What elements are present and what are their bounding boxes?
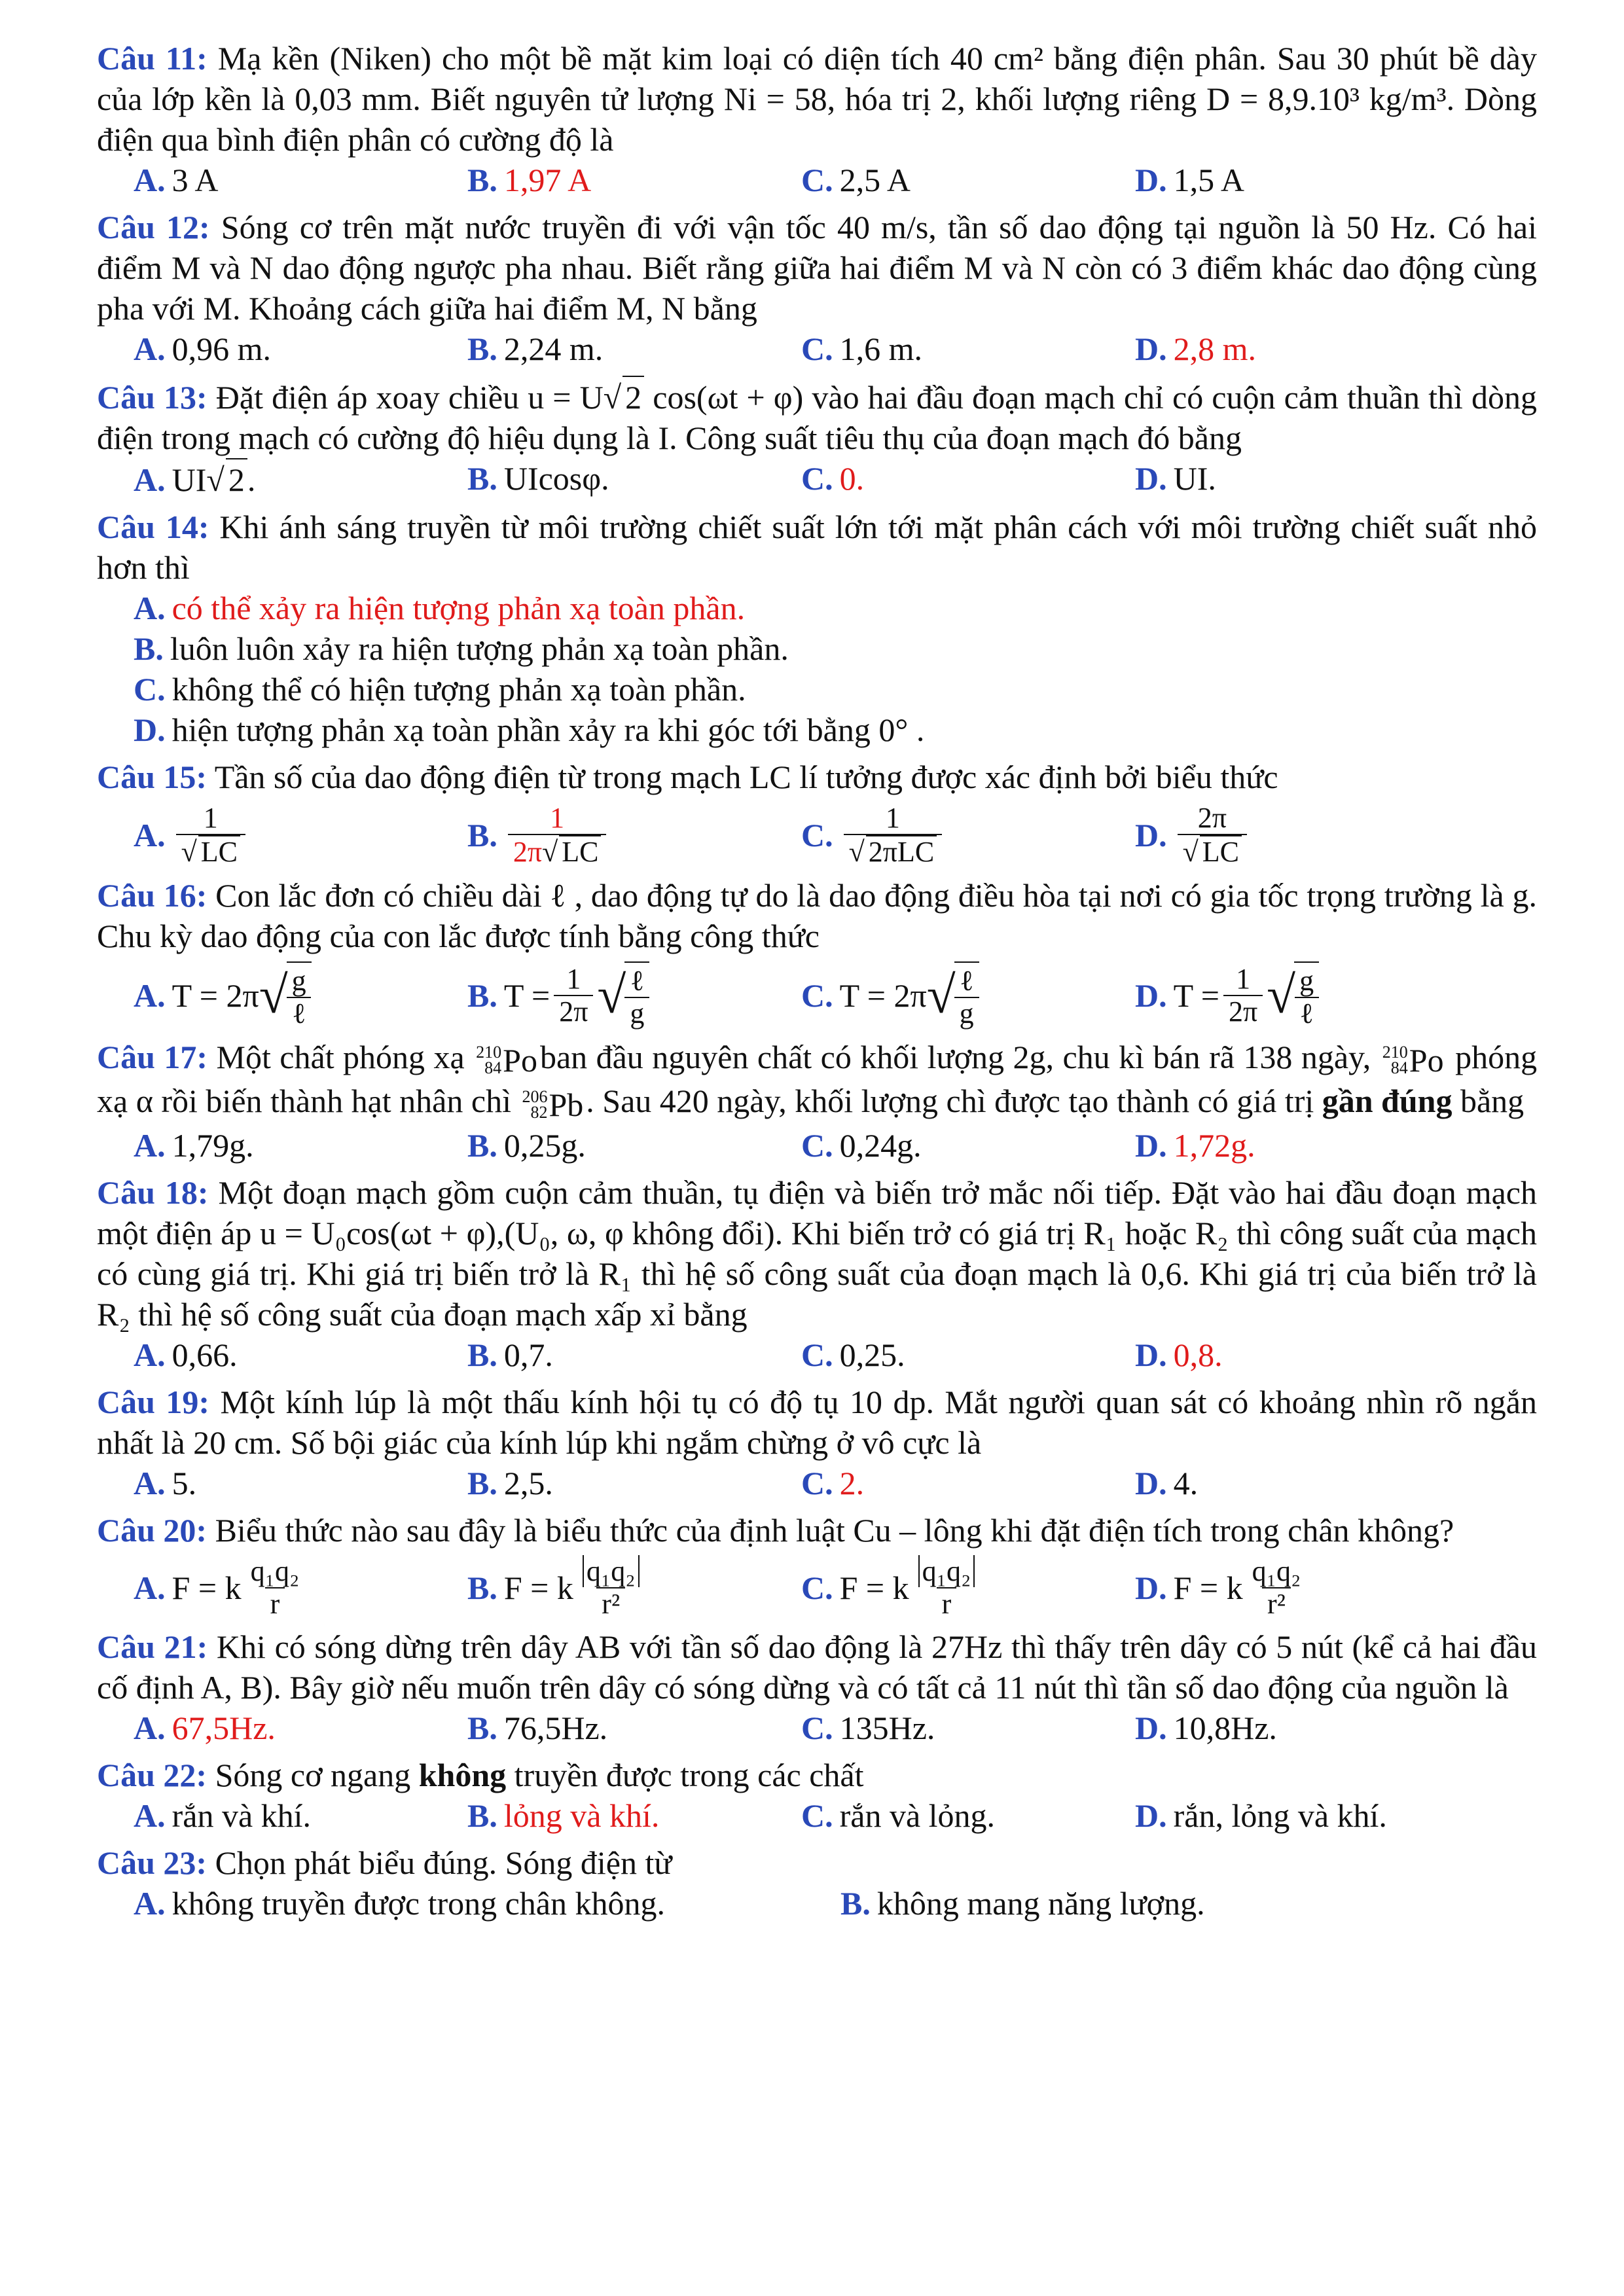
option-a[interactable]: A. 0,66. <box>134 1336 238 1373</box>
option-d[interactable]: D. 10,8Hz. <box>1135 1710 1277 1747</box>
formula-fraction: 1 √ LC <box>176 802 245 869</box>
option-d[interactable]: D. 2,8 m. <box>1135 331 1257 367</box>
question-text: Mạ kền (Niken) cho một bề mặt kim loại có diện tích 40 cm² bằng điện phân. Sau 30 phút bề dày của lớp kền là 0,03 mm. Biết nguyên tử lượng Ni = 58, hóa trị 2, khối lượng riêng D = 8,9.10³ kg/m³. Dòng điện qua bình điện phân có cường độ là <box>97 40 1538 158</box>
question-13 <box>97 376 1537 500</box>
option-d[interactable]: D. 4. <box>1135 1464 1199 1501</box>
question-label: Câu 20: <box>97 1511 208 1549</box>
option-b[interactable]: B. $\frac{1}{2\pi√ LC}$ <box>467 802 801 869</box>
formula-fraction: $\frac{1}{2\pi√ LC}$ <box>508 802 607 869</box>
option-c[interactable]: C. không thể có hiện tượng phản xạ toàn phần. <box>134 671 746 708</box>
option-c[interactable]: C. F = k $\frac{\text{q₁q₂}}{r}$ <box>801 1556 1135 1621</box>
options-row <box>97 961 1537 1030</box>
question-label: Câu 13: <box>97 379 208 416</box>
question-stem <box>97 1382 1537 1463</box>
option-a[interactable]: A. có thể xảy ra hiện tượng phản xạ toàn phần. <box>134 590 746 626</box>
option-b[interactable]: B. 0,25g. <box>467 1126 586 1164</box>
option-a[interactable]: A. 0,96 m. <box>134 331 272 367</box>
options-row <box>97 1883 1537 1924</box>
question-stem <box>97 1172 1537 1335</box>
option-a[interactable]: A. 1,79g. <box>134 1126 254 1164</box>
question-18 <box>97 1172 1537 1375</box>
option-a[interactable]: A. không truyền được trong chân không. <box>134 1885 666 1922</box>
polonium-nuclide: 210 84 Po <box>476 1042 537 1079</box>
question-label: Câu 22: <box>97 1757 208 1794</box>
option-d[interactable]: D. 1,72g. <box>1135 1126 1255 1164</box>
option-a[interactable]: A. 67,5Hz. <box>134 1710 276 1747</box>
question-text: Đặt điện áp xoay chiều u = U <box>215 379 604 416</box>
lead-nuclide: 206 82 Pb <box>522 1086 584 1123</box>
option-b[interactable]: B. 1,97 A <box>467 162 592 198</box>
option-c[interactable]: C. 2,5 A <box>801 162 911 198</box>
options-row <box>97 1556 1537 1621</box>
question-text: Biểu thức nào sau đây là biểu thức của định luật Cu – lông khi đặt điện tích trong chân không? <box>215 1511 1454 1549</box>
option-b[interactable]: B. 0,7. <box>467 1336 553 1373</box>
options-row <box>97 802 1537 869</box>
question-text: Sóng cơ trên mặt nước truyền đi với vận tốc 40 m/s, tần số dao động tại nguồn là 50 Hz. Có hai điểm M và N dao động ngược pha nhau. Biết rằng giữa hai điểm M và N còn có 3 điểm khác dao động cùng pha với M. Khoảng cách giữa hai điểm M, N bằng <box>97 209 1537 327</box>
question-21 <box>97 1626 1537 1748</box>
option-b[interactable]: B. luôn luôn xảy ra hiện tượng phản xạ toàn phần. <box>134 630 789 667</box>
exam-page <box>97 38 1537 1924</box>
question-stem <box>97 1842 1537 1883</box>
question-label: Câu 19: <box>97 1383 210 1420</box>
options-row <box>97 1463 1537 1503</box>
question-label: Câu 11: <box>97 40 208 77</box>
option-a[interactable]: A. T = 2π √ $\frac{g}{\text{ℓ}}$ <box>134 961 467 1030</box>
option-c[interactable]: C. 135Hz. <box>801 1710 935 1747</box>
question-14 <box>97 507 1537 750</box>
options-row <box>97 458 1537 500</box>
option-c[interactable]: C. 0. <box>801 460 865 497</box>
option-d[interactable]: D. rắn, lỏng và khí. <box>1135 1797 1387 1835</box>
question-stem <box>97 207 1537 329</box>
option-a[interactable]: A. 3 A <box>134 162 219 198</box>
option-b[interactable]: B. 76,5Hz. <box>467 1710 608 1747</box>
option-d[interactable]: D. 2π √ LC <box>1135 802 1469 869</box>
question-text: Tần số của dao động điện từ trong mạch LC lí tưởng được xác định bởi biểu thức <box>214 759 1278 795</box>
option-d[interactable]: D. hiện tượng phản xạ toàn phần xảy ra khi góc tới bằng 0° . <box>134 711 925 748</box>
options-row <box>97 1795 1537 1836</box>
question-stem <box>97 757 1537 797</box>
polonium-nuclide: 210 84 Po <box>1382 1042 1444 1079</box>
option-b[interactable]: B. UIcosφ. <box>467 460 609 497</box>
question-text: Một kính lúp là một thấu kính hội tụ có độ tụ 10 dp. Mắt người quan sát có khoảng nhìn rõ ngắn nhất là 20 cm. Số bội giác của kính lúp khi ngắm chừng ở vô cực là <box>97 1383 1537 1461</box>
question-stem <box>97 875 1537 956</box>
option-c[interactable]: C. 0,24g. <box>801 1126 922 1164</box>
question-text: Khi có sóng dừng trên dây AB với tần số dao động là 27Hz thì thấy trên dây có 5 nút (kể cả hai đầu cố định A, B). Bây giờ nếu muốn trên dây có sóng dừng và có tất cả 11 nút thì tần số dao động của nguồn là <box>97 1628 1537 1706</box>
option-b[interactable]: B. lỏng và khí. <box>467 1797 660 1835</box>
question-label: Câu 17: <box>97 1038 208 1075</box>
question-15 <box>97 757 1537 869</box>
question-stem: Câu 22: Sóng cơ ngang không truyền được trong các chất <box>97 1757 864 1794</box>
question-label: Câu 21: <box>97 1628 208 1666</box>
option-c[interactable]: C. 2. <box>801 1464 865 1501</box>
option-a[interactable]: A. UI√ 2. <box>134 458 467 500</box>
formula-fraction: 2π √ LC <box>1178 802 1247 869</box>
options-row <box>97 1335 1537 1375</box>
sqrt-2: √ 2 <box>604 379 644 416</box>
option-d[interactable]: D. 0,8. <box>1135 1336 1223 1373</box>
question-text: Khi ánh sáng truyền từ môi trường chiết suất lớn tới mặt phân cách với môi trường chiết suất nhỏ hơn thì <box>97 509 1538 586</box>
question-17 <box>97 1037 1537 1166</box>
question-label: Câu 16: <box>97 876 208 914</box>
question-label: Câu 15: <box>97 759 208 795</box>
option-d[interactable]: D. 1,5 A <box>1135 162 1244 198</box>
option-a[interactable]: A. F = k $\frac{\text{q₁q₂}}{r}$ <box>134 1554 300 1621</box>
option-d[interactable]: D. UI. <box>1135 460 1216 497</box>
option-c[interactable]: C. T = 2π √ $\frac{\text{ℓ}}{g}$ <box>801 961 1135 1030</box>
question-20 <box>97 1510 1537 1621</box>
question-19 <box>97 1382 1537 1503</box>
question-text: Con lắc đơn có chiều dài ℓ , dao động tự do là dao động điều hòa tại nơi có gia tốc trọng trường là g. Chu kỳ dao động của con lắc được tính bằng công thức <box>97 876 1537 954</box>
option-a[interactable]: A. 5. <box>134 1464 197 1501</box>
question-label: Câu 12: <box>97 209 210 245</box>
question-text: Chọn phát biểu đúng. Sóng điện từ <box>215 1844 672 1882</box>
question-stem <box>97 1510 1537 1551</box>
question-22 <box>97 1755 1537 1836</box>
question-stem <box>97 376 1537 458</box>
question-label: Câu 18: <box>97 1174 209 1211</box>
question-23 <box>97 1842 1537 1924</box>
options-row <box>97 160 1537 200</box>
option-b[interactable]: B. 2,5. <box>467 1464 553 1501</box>
options-row <box>97 1708 1537 1748</box>
option-d[interactable]: D. F = k $\frac{\text{q₁q₂}}{\text{r²}}$ <box>1135 1554 1301 1621</box>
option-b[interactable]: B. T = $\frac{1}{2\pi}$ √ $\frac{\text{ℓ}}{g}$ <box>467 961 801 1030</box>
option-c[interactable]: C. 1 √ 2πLC <box>801 802 1135 869</box>
question-label: Câu 23: <box>97 1844 208 1882</box>
question-12 <box>97 207 1537 369</box>
question-text: Một đoạn mạch gồm cuộn cảm thuần, tụ điện và biến trở mắc nối tiếp. Đặt vào hai đầu đoạn mạch một điện áp u = U₀cos(ωt + φ),(U₀, ω, φ không đổi). Khi biến trở có giá trị R₁ hoặc R₂ thì công suất của mạch có cùng giá trị. Khi giá trị biến trở là R₁ thì hệ số công suất của đoạn mạch là 0,6. Khi giá trị của biến trở là R₂ thì hệ số công suất của đoạn mạch xấp xỉ bằng <box>97 1174 1537 1333</box>
options-list <box>97 588 1537 750</box>
question-16 <box>97 875 1537 1030</box>
option-b[interactable]: B. 2,24 m. <box>467 331 604 367</box>
formula-fraction: 1 √ 2πLC <box>844 802 943 869</box>
question-11 <box>97 38 1537 200</box>
option-c[interactable]: C. 1,6 m. <box>801 331 923 367</box>
question-label: Câu 14: <box>97 509 209 545</box>
option-d[interactable]: D. T = $\frac{1}{2\pi}$ √ $\frac{g}{\text{ℓ}}$ <box>1135 961 1469 1030</box>
question-text-cont: cos(ωt + φ) vào hai đầu đoạn mạch chỉ có cuộn cảm thuần thì dòng điện trong mạch có cường độ hiệu dụng là I. Công suất tiêu thụ của đoạn mạch đó bằng <box>97 379 1538 456</box>
option-a[interactable]: A. rắn và khí. <box>134 1797 312 1835</box>
option-c[interactable]: C. rắn và lỏng. <box>801 1797 996 1835</box>
options-row <box>97 1125 1537 1166</box>
option-c[interactable]: C. 0,25. <box>801 1336 905 1373</box>
options-row <box>97 329 1537 369</box>
option-a[interactable]: A. 1 √ LC <box>134 802 467 869</box>
question-stem <box>97 1626 1537 1708</box>
question-stem <box>97 507 1537 588</box>
question-stem <box>97 38 1537 160</box>
question-stem: Câu 17: Một chất phóng xạ 210 84 Po ban đầu nguyên chất có khối lượng 2g, chu kì bán rã 138 ngày, 210 84 Po phóng xạ α rồi biến thành hạt nhân chì 206 82 Pb . Sau 420 ngày, khối lượng chì được tạo thành có giá trị gần đúng bằng <box>97 1037 1537 1125</box>
option-b[interactable]: B. không mang năng lượng. <box>840 1885 1205 1922</box>
option-b[interactable]: B. F = k $\frac{\text{q₁q₂}}{\text{r²}}$ <box>467 1556 801 1621</box>
